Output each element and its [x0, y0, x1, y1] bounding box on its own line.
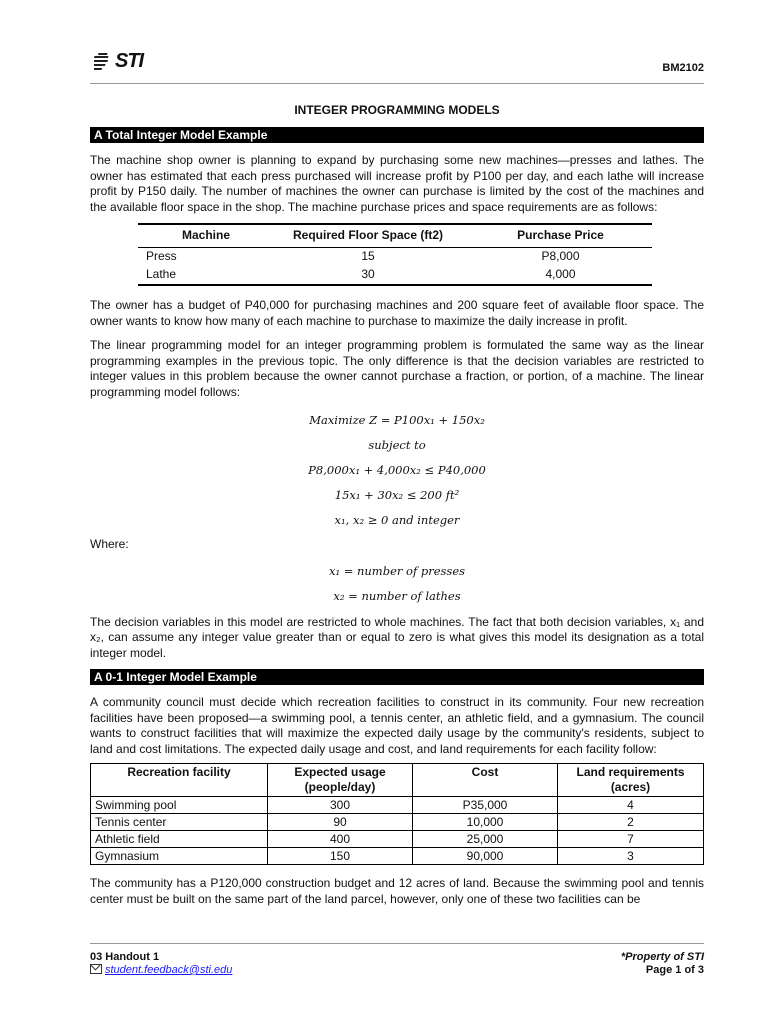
table-row: [91, 814, 704, 831]
paragraph: The linear programming model for an integer programming problem is formulated the same way as the linear programming examples in the previous topic. The only difference is that the decision variables are restricted to integer values in this problem because the owner cannot purchase a fraction, or portion, of a machine. The linear programming model follows:: [90, 338, 704, 399]
lp-model: [90, 408, 704, 533]
table-cell: 90: [268, 814, 413, 831]
table-cell: 300: [268, 797, 413, 814]
footer-divider: [90, 943, 704, 944]
paragraph: The community has a P120,000 construction budget and 12 acres of land. Because the swimming pool and tennis center must be built on the same part of the land parcel, however, only one of these two facilities can be: [90, 876, 704, 906]
page-header: [90, 50, 704, 90]
table-row: [91, 848, 704, 865]
page-number: Page 1 of 3: [645, 964, 704, 976]
paragraph: The owner has a budget of P40,000 for purchasing machines and 200 square feet of available floor space. The owner wants to know how many of each machine to purchase to maximize the daily increase in profit.: [90, 298, 704, 328]
table-cell: Lathe: [138, 266, 267, 285]
table-cell: Swimming pool: [91, 797, 268, 814]
table-cell: 10,000: [413, 814, 558, 831]
table-cell: Tennis center: [91, 814, 268, 831]
table-cell: 4,000: [469, 266, 652, 285]
table-header: Recreation facility: [91, 764, 268, 797]
nonnegativity-constraint: x₁, x₂ ≥ 0 and integer: [334, 513, 460, 527]
table-cell: P35,000: [413, 797, 558, 814]
table-row: [138, 248, 652, 267]
table-row: [91, 831, 704, 848]
header-divider: [90, 83, 704, 84]
table-cell: 3: [558, 848, 704, 865]
section-heading-0-1-integer: A 0-1 Integer Model Example: [90, 669, 704, 685]
table-header: Machine: [138, 224, 267, 248]
property-label: *Property of STI: [620, 951, 704, 963]
page-footer: [90, 943, 704, 976]
table-cell: 400: [268, 831, 413, 848]
table-cell: P8,000: [541, 249, 580, 264]
table-row: [91, 797, 704, 814]
subject-to: subject to: [368, 438, 426, 452]
mail-icon: [90, 964, 102, 974]
paragraph: A community council must decide which recreation facilities to construct in its community. Four new recreation facilities have been proposed—a swimming pool, a tennis center, an athletic field, and a gymnasium. The council wants to construct facilities that will maximize the expected daily usage by the community's residents, subject to land and cost limitations. The expected daily usage and cost, and land requirements for each facility follow:: [90, 695, 704, 756]
table-header: Purchase Price: [469, 224, 652, 248]
main-content: [90, 127, 704, 907]
table-cell: 2: [558, 814, 704, 831]
table-cell: 4: [558, 797, 704, 814]
objective-function: Maximize Z = P100x₁ + 150x₂: [309, 413, 485, 427]
table-header: Cost: [413, 764, 558, 797]
table-header: Expected usage (people/day): [268, 764, 413, 797]
sti-globe-icon: [94, 52, 114, 72]
machine-table: [138, 223, 652, 286]
budget-constraint: P8,000x₁ + 4,000x₂ ≤ P40,000: [308, 463, 486, 477]
facility-table: [90, 763, 704, 865]
table-header: Land requirements (acres): [558, 764, 704, 797]
table-cell: Athletic field: [91, 831, 268, 848]
paragraph: The machine shop owner is planning to expand by purchasing some new machines—presses and lathes. The owner has estimated that each press purchased will increase profit by P100 per day, and each lathe will increase profit by P150 daily. The number of machines the owner can purchase is limited by the cost of the machines and the available floor space in the shop. The machine purchase prices and space requirements are as follows:: [90, 153, 704, 214]
feedback-email-link[interactable]: student.feedback@sti.edu: [105, 964, 233, 976]
table-cell: 7: [558, 831, 704, 848]
table-header-row: [138, 224, 652, 248]
table-cell: Press: [146, 249, 177, 264]
course-code: BM2102: [662, 62, 704, 74]
document-page: [90, 0, 704, 1024]
table-cell: 90,000: [413, 848, 558, 865]
table-cell: Gymnasium: [91, 848, 268, 865]
sti-logo: [94, 50, 143, 73]
table-cell: 150: [268, 848, 413, 865]
table-header-row: [91, 764, 704, 797]
space-constraint: 15x₁ + 30x₂ ≤ 200 ft²: [334, 488, 460, 502]
table-cell: 25,000: [413, 831, 558, 848]
section-heading-total-integer: A Total Integer Model Example: [90, 127, 704, 143]
paragraph: The decision variables in this model are restricted to whole machines. The fact that both decision variables, x₁ and x₂, can assume any integer value greater than or equal to zero is what gives this model its designation as a total integer model.: [90, 614, 704, 660]
table-header: Required Floor Space (ft2): [267, 224, 469, 248]
table-row: [138, 266, 652, 285]
where-label: Where:: [90, 537, 129, 551]
definition-x1: x₁ = number of presses: [328, 563, 466, 578]
variable-definitions: [90, 559, 704, 609]
handout-label: 03 Handout 1: [90, 951, 160, 963]
table-cell: 30: [267, 266, 469, 285]
definition-x2: x₂ = number of lathes: [333, 588, 461, 603]
page-title: INTEGER PROGRAMMING MODELS: [294, 103, 500, 117]
logo-text: STI: [115, 50, 144, 72]
table-cell: 15: [361, 249, 375, 264]
